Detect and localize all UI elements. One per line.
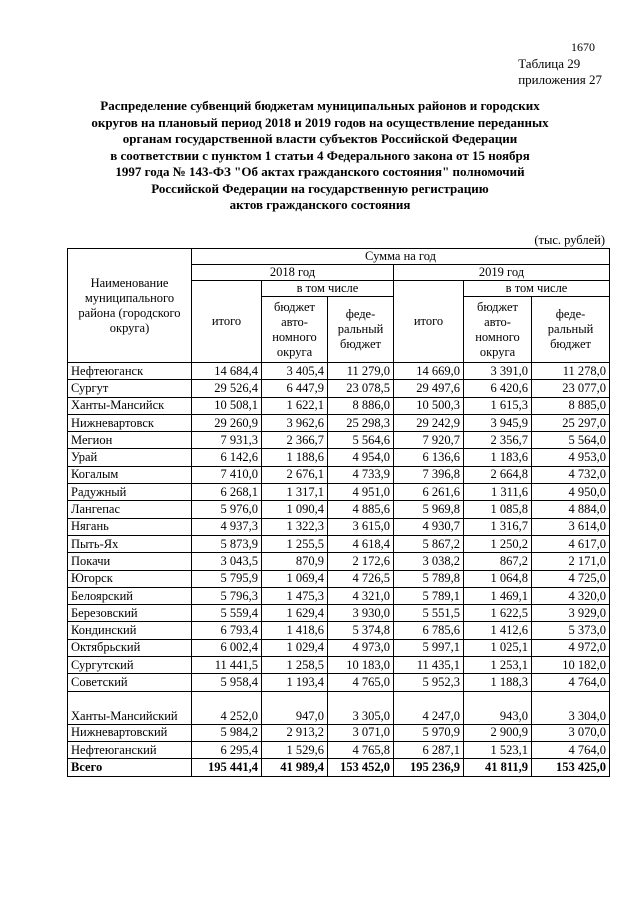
cell-federal-2018: 2 172,6: [328, 553, 394, 570]
table-row: [68, 397, 610, 414]
cell-federal-2019: 4 953,0: [532, 449, 610, 466]
cell-budget-ao-2019: 867,2: [464, 553, 532, 570]
table-row: [68, 724, 610, 741]
cell-federal-2018: 4 951,0: [328, 484, 394, 501]
cell-total-2019: 4 930,7: [394, 518, 464, 535]
header-federal-2018: феде-ральный бюджет: [328, 297, 394, 363]
cell-budget-ao-2019: 1 064,8: [464, 570, 532, 587]
title-line: органам государственной власти субъектов Российской Федерации: [122, 131, 518, 146]
cell-budget-ao-2018: 3 405,4: [262, 363, 328, 380]
title-line: актов гражданского состояния: [229, 197, 411, 212]
cell-total-2019: 14 669,0: [394, 363, 464, 380]
cell-budget-ao-2019: 1 025,1: [464, 639, 532, 656]
cell-federal-2018: 4 954,0: [328, 449, 394, 466]
cell-budget-ao-2018: 1 069,4: [262, 570, 328, 587]
table-row: [68, 674, 610, 691]
cell-federal-2018: 4 733,9: [328, 466, 394, 483]
table-row: [68, 553, 610, 570]
cell-federal-2018: 10 183,0: [328, 657, 394, 674]
page-number: 1670: [571, 40, 595, 54]
cell-budget-ao-2018: 1 258,5: [262, 657, 328, 674]
cell-federal-2019: 23 077,0: [532, 380, 610, 397]
cell-total-2019: 10 500,3: [394, 397, 464, 414]
cell-total-2018: 14 684,4: [192, 363, 262, 380]
cell-federal-2019: 3 614,0: [532, 518, 610, 535]
table-row: [68, 484, 610, 501]
table-row: [68, 587, 610, 604]
cell-total-2018: 4 252,0: [192, 691, 262, 724]
district-name: Кондинский: [68, 622, 192, 639]
district-name: Белоярский: [68, 587, 192, 604]
cell-federal-2019: 4 732,0: [532, 466, 610, 483]
cell-federal-2018: 23 078,5: [328, 380, 394, 397]
cell-total-2019: 5 970,9: [394, 724, 464, 741]
cell-total-2019: 5 789,8: [394, 570, 464, 587]
table-row: [68, 657, 610, 674]
district-name: Ханты-Мансийский: [68, 691, 192, 724]
cell-federal-2019: 3 070,0: [532, 724, 610, 741]
table-row: [68, 691, 610, 724]
cell-budget-ao-2019: 1 253,1: [464, 657, 532, 674]
cell-total-2019: 5 867,2: [394, 535, 464, 552]
header-budget-ao-2019: бюджет авто-номного округа: [464, 297, 532, 363]
cell-federal-2018: 3 930,0: [328, 605, 394, 622]
district-name: Всего: [68, 759, 192, 776]
cell-budget-ao-2019: 2 664,8: [464, 466, 532, 483]
cell-budget-ao-2018: 1 418,6: [262, 622, 328, 639]
cell-federal-2018: 4 765,0: [328, 674, 394, 691]
cell-budget-ao-2018: 1 029,4: [262, 639, 328, 656]
cell-federal-2019: 153 425,0: [532, 759, 610, 776]
cell-budget-ao-2019: 1 316,7: [464, 518, 532, 535]
cell-total-2018: 5 796,3: [192, 587, 262, 604]
cell-budget-ao-2018: 1 255,5: [262, 535, 328, 552]
cell-budget-ao-2019: 2 900,9: [464, 724, 532, 741]
district-name: Когалым: [68, 466, 192, 483]
cell-federal-2018: 25 298,3: [328, 414, 394, 431]
cell-federal-2018: 11 279,0: [328, 363, 394, 380]
header-sum: Сумма на год: [192, 249, 610, 265]
table-row: [68, 449, 610, 466]
cell-total-2018: 5 559,4: [192, 605, 262, 622]
cell-budget-ao-2018: 870,9: [262, 553, 328, 570]
cell-total-2018: 5 976,0: [192, 501, 262, 518]
cell-federal-2019: 4 764,0: [532, 674, 610, 691]
cell-federal-2019: 4 884,0: [532, 501, 610, 518]
header-year-2018: 2018 год: [192, 265, 394, 281]
cell-budget-ao-2019: 3 945,9: [464, 414, 532, 431]
table-row: [68, 501, 610, 518]
district-name: Советский: [68, 674, 192, 691]
table-row: [68, 432, 610, 449]
cell-total-2018: 6 295,4: [192, 741, 262, 758]
district-name: Лангепас: [68, 501, 192, 518]
title-line: в соответствии с пунктом 1 статьи 4 Федерального закона от 15 ноября: [110, 147, 530, 163]
title-line: Российской Федерации на государственную регистрацию: [151, 180, 489, 196]
cell-total-2018: 6 793,4: [192, 622, 262, 639]
cell-total-2018: 6 268,1: [192, 484, 262, 501]
cell-total-2018: 29 260,9: [192, 414, 262, 431]
table-row: [68, 518, 610, 535]
cell-budget-ao-2019: 1 523,1: [464, 741, 532, 758]
cell-federal-2018: 4 973,0: [328, 639, 394, 656]
cell-budget-ao-2019: 1 622,5: [464, 605, 532, 622]
cell-total-2019: 5 969,8: [394, 501, 464, 518]
cell-total-2019: 5 997,1: [394, 639, 464, 656]
cell-federal-2019: 3 929,0: [532, 605, 610, 622]
district-name: Нефтеюганск: [68, 363, 192, 380]
cell-federal-2019: 4 972,0: [532, 639, 610, 656]
cell-budget-ao-2018: 1 188,6: [262, 449, 328, 466]
cell-budget-ao-2018: 1 629,4: [262, 605, 328, 622]
cell-federal-2018: 4 726,5: [328, 570, 394, 587]
cell-total-2018: 7 931,3: [192, 432, 262, 449]
cell-budget-ao-2019: 1 188,3: [464, 674, 532, 691]
table-row: [68, 466, 610, 483]
district-name: Югорск: [68, 570, 192, 587]
district-name: Мегион: [68, 432, 192, 449]
cell-total-2019: 7 396,8: [394, 466, 464, 483]
table-caption: [518, 56, 602, 88]
table-row: [68, 570, 610, 587]
cell-budget-ao-2018: 1 322,3: [262, 518, 328, 535]
cell-federal-2019: 4 617,0: [532, 535, 610, 552]
district-name: Урай: [68, 449, 192, 466]
cell-federal-2019: 5 373,0: [532, 622, 610, 639]
district-name: Сургут: [68, 380, 192, 397]
district-name: Радужный: [68, 484, 192, 501]
cell-federal-2018: 4 765,8: [328, 741, 394, 758]
cell-federal-2019: 4 764,0: [532, 741, 610, 758]
cell-total-2019: 4 247,0: [394, 691, 464, 724]
cell-total-2018: 29 526,4: [192, 380, 262, 397]
cell-total-2019: 195 236,9: [394, 759, 464, 776]
title-line: 1997 года № 143-ФЗ "Об актах гражданского состояния" полномочий: [115, 164, 525, 179]
cell-total-2018: 10 508,1: [192, 397, 262, 414]
cell-total-2018: 11 441,5: [192, 657, 262, 674]
header-total-2018: итого: [192, 281, 262, 363]
cell-total-2019: 5 952,3: [394, 674, 464, 691]
cell-federal-2018: 8 886,0: [328, 397, 394, 414]
cell-budget-ao-2019: 1 615,3: [464, 397, 532, 414]
cell-budget-ao-2019: 1 469,1: [464, 587, 532, 604]
cell-budget-ao-2018: 2 366,7: [262, 432, 328, 449]
subvention-table: [67, 248, 610, 777]
district-name: Ханты-Мансийск: [68, 397, 192, 414]
cell-federal-2018: 5 564,6: [328, 432, 394, 449]
cell-federal-2019: 4 320,0: [532, 587, 610, 604]
cell-budget-ao-2019: 1 085,8: [464, 501, 532, 518]
cell-budget-ao-2018: 3 962,6: [262, 414, 328, 431]
district-name: Октябрьский: [68, 639, 192, 656]
cell-budget-ao-2019: 1 183,6: [464, 449, 532, 466]
cell-federal-2019: 4 950,0: [532, 484, 610, 501]
cell-total-2019: 6 136,6: [394, 449, 464, 466]
cell-total-2019: 7 920,7: [394, 432, 464, 449]
cell-federal-2019: 3 304,0: [532, 691, 610, 724]
district-name: Нижневартовский: [68, 724, 192, 741]
cell-budget-ao-2018: 1 529,6: [262, 741, 328, 758]
cell-federal-2018: 3 305,0: [328, 691, 394, 724]
document-title: [60, 98, 580, 214]
title-line: Распределение субвенций бюджетам муниципальных районов и городских: [100, 98, 540, 113]
cell-budget-ao-2019: 3 391,0: [464, 363, 532, 380]
cell-budget-ao-2018: 1 622,1: [262, 397, 328, 414]
header-year-2019: 2019 год: [394, 265, 610, 281]
header-including-2019: в том числе: [464, 281, 610, 297]
table-row: [68, 380, 610, 397]
cell-federal-2019: 11 278,0: [532, 363, 610, 380]
cell-federal-2018: 4 321,0: [328, 587, 394, 604]
cell-budget-ao-2018: 6 447,9: [262, 380, 328, 397]
cell-budget-ao-2019: 943,0: [464, 691, 532, 724]
table-row: [68, 622, 610, 639]
cell-budget-ao-2018: 1 193,4: [262, 674, 328, 691]
cell-federal-2018: 153 452,0: [328, 759, 394, 776]
cell-federal-2019: 10 182,0: [532, 657, 610, 674]
cell-total-2018: 5 958,4: [192, 674, 262, 691]
cell-total-2018: 7 410,0: [192, 466, 262, 483]
cell-total-2018: 4 937,3: [192, 518, 262, 535]
cell-total-2018: 5 873,9: [192, 535, 262, 552]
cell-total-2018: 6 142,6: [192, 449, 262, 466]
cell-budget-ao-2019: 1 250,2: [464, 535, 532, 552]
cell-federal-2019: 25 297,0: [532, 414, 610, 431]
cell-budget-ao-2018: 1 090,4: [262, 501, 328, 518]
cell-federal-2018: 4 618,4: [328, 535, 394, 552]
cell-total-2019: 6 287,1: [394, 741, 464, 758]
cell-federal-2019: 8 885,0: [532, 397, 610, 414]
title-line: округов на плановый период 2018 и 2019 годов на осуществление переданных: [91, 114, 549, 130]
header-budget-ao-2018: бюджет авто-номного округа: [262, 297, 328, 363]
cell-budget-ao-2019: 1 412,6: [464, 622, 532, 639]
header-name-column: Наименование муниципального района (городского округа): [68, 249, 192, 363]
cell-budget-ao-2018: 1 475,3: [262, 587, 328, 604]
table-label: Таблица 29: [518, 56, 581, 71]
table-row: [68, 363, 610, 380]
cell-federal-2019: 4 725,0: [532, 570, 610, 587]
district-name: Нягань: [68, 518, 192, 535]
cell-federal-2019: 5 564,0: [532, 432, 610, 449]
district-name: Березовский: [68, 605, 192, 622]
cell-federal-2019: 2 171,0: [532, 553, 610, 570]
cell-budget-ao-2019: 1 311,6: [464, 484, 532, 501]
cell-budget-ao-2018: 2 676,1: [262, 466, 328, 483]
total-row: [68, 759, 610, 776]
cell-federal-2018: 4 885,6: [328, 501, 394, 518]
header-total-2019: итого: [394, 281, 464, 363]
district-name: Сургутский: [68, 657, 192, 674]
cell-federal-2018: 3 615,0: [328, 518, 394, 535]
cell-total-2019: 11 435,1: [394, 657, 464, 674]
cell-total-2018: 3 043,5: [192, 553, 262, 570]
cell-total-2018: 5 984,2: [192, 724, 262, 741]
appendix-label: приложения 27: [518, 72, 602, 87]
table-row: [68, 639, 610, 656]
header-federal-2019: феде-ральный бюджет: [532, 297, 610, 363]
cell-budget-ao-2019: 6 420,6: [464, 380, 532, 397]
district-name: Покачи: [68, 553, 192, 570]
cell-total-2018: 195 441,4: [192, 759, 262, 776]
table-row: [68, 741, 610, 758]
cell-total-2019: 5 551,5: [394, 605, 464, 622]
cell-total-2019: 3 038,2: [394, 553, 464, 570]
cell-budget-ao-2018: 2 913,2: [262, 724, 328, 741]
header-including-2018: в том числе: [262, 281, 394, 297]
cell-budget-ao-2019: 41 811,9: [464, 759, 532, 776]
cell-total-2018: 5 795,9: [192, 570, 262, 587]
cell-budget-ao-2018: 1 317,1: [262, 484, 328, 501]
unit-note: (тыс. рублей): [534, 233, 605, 247]
cell-total-2019: 6 785,6: [394, 622, 464, 639]
cell-budget-ao-2018: 41 989,4: [262, 759, 328, 776]
cell-federal-2018: 3 071,0: [328, 724, 394, 741]
cell-federal-2018: 5 374,8: [328, 622, 394, 639]
cell-budget-ao-2019: 2 356,7: [464, 432, 532, 449]
cell-total-2018: 6 002,4: [192, 639, 262, 656]
table-row: [68, 535, 610, 552]
cell-total-2019: 6 261,6: [394, 484, 464, 501]
cell-budget-ao-2018: 947,0: [262, 691, 328, 724]
cell-total-2019: 29 497,6: [394, 380, 464, 397]
table-row: [68, 414, 610, 431]
table-row: [68, 605, 610, 622]
district-name: Пыть-Ях: [68, 535, 192, 552]
cell-total-2019: 29 242,9: [394, 414, 464, 431]
cell-total-2019: 5 789,1: [394, 587, 464, 604]
district-name: Нижневартовск: [68, 414, 192, 431]
district-name: Нефтеюганский: [68, 741, 192, 758]
